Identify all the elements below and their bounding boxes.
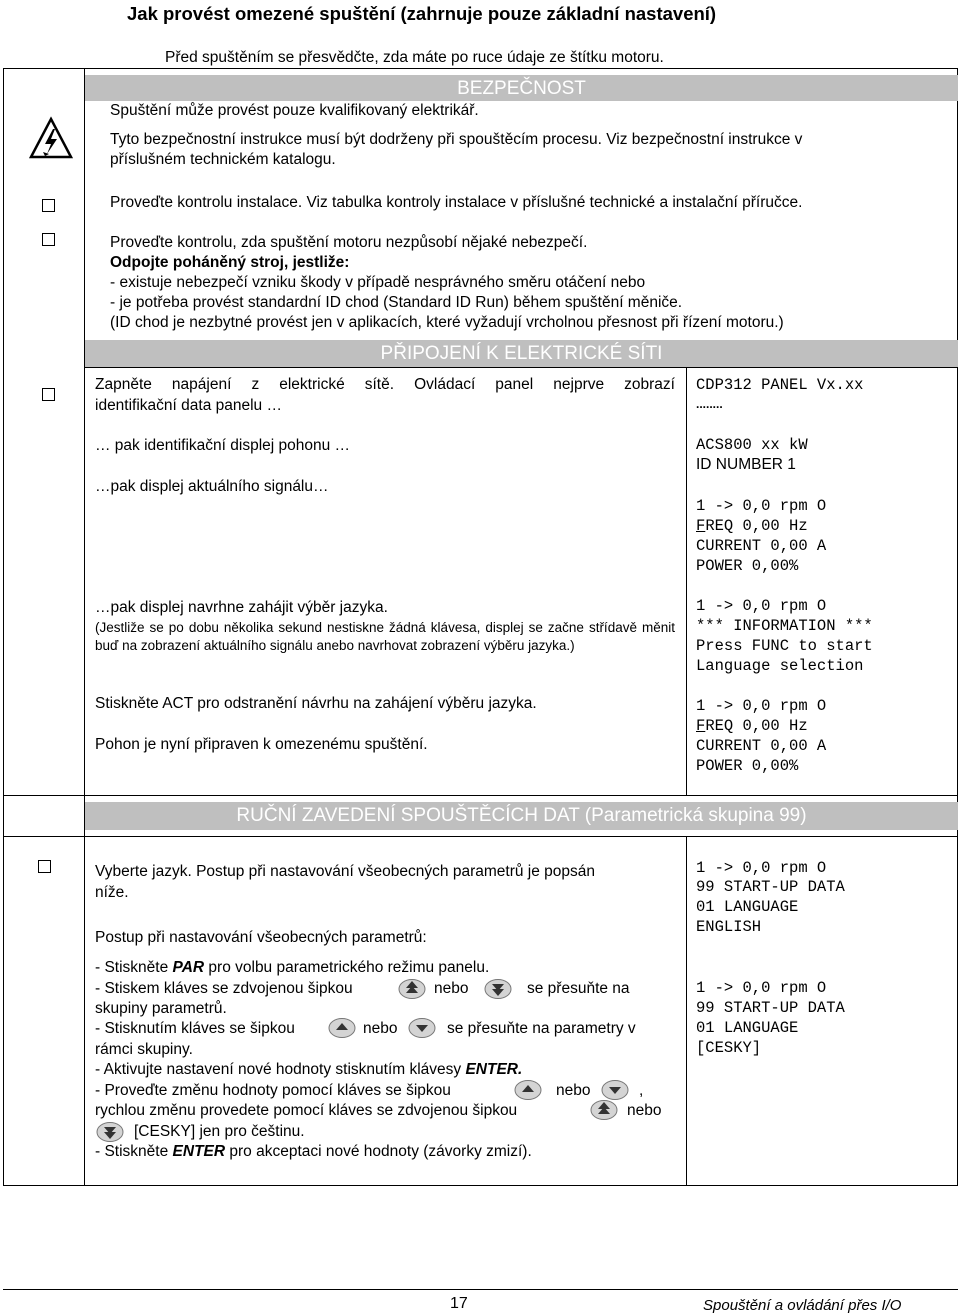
display-column-divider — [686, 367, 687, 795]
safety-text-3: příslušném technickém katalogu. — [110, 151, 336, 168]
move-params-text: se přesuňte na parametry v — [447, 1020, 636, 1037]
check-installation-text: Proveďte kontrolu instalace. Viz tabulka kontroly instalace v příslušné technické a instalační příručce. — [110, 194, 803, 211]
arrow-up-icon — [328, 1017, 356, 1039]
bullet-direction: - existuje nebezpečí vzniku škody v případě nesprávného směru otáčení nebo — [110, 274, 646, 291]
press-act-text: Stiskněte ACT pro odstranění návrhu na zahájení výběru jazyka. — [95, 695, 537, 712]
section-banner-power: PŘIPOJENÍ K ELEKTRICKÉ SÍTI — [85, 340, 958, 367]
select-language-text-2: níže. — [95, 884, 129, 901]
display-ready-line1: 1 -> 0,0 rpm O — [696, 697, 827, 715]
display-a-line4: ENGLISH — [696, 918, 762, 936]
arrow-down-icon — [408, 1017, 436, 1039]
or-text: nebo — [556, 1082, 591, 1099]
display-column-divider — [686, 836, 687, 1186]
checkbox-danger[interactable] — [42, 233, 55, 246]
step-accept-prefix: - Stiskněte — [95, 1143, 173, 1160]
parameter-groups-text: skupiny parametrů. — [95, 1000, 227, 1017]
actual-signal-text: …pak displej aktuálního signálu… — [95, 478, 329, 495]
display-ready-line3: CURRENT 0,00 A — [696, 737, 827, 755]
display-lang-line3: Press FUNC to start — [696, 637, 873, 655]
move-to-text: se přesuňte na — [527, 980, 630, 997]
id-run-note: (ID chod je nezbytné provést jen v aplikacích, které vyžadují vrcholnou přesnost při řízení motoru.) — [110, 314, 784, 331]
page-number: 17 — [450, 1295, 468, 1312]
checkbox-power-on[interactable] — [42, 388, 55, 401]
language-prompt-note: (Jestliže se po dobu několika sekund nestiskne žádná klávesa, displej se začne střídavě měnit buď na zobrazení aktuálního signálu anebo navrhovat zobrazení výběru jazyka.) — [95, 620, 675, 653]
enter-key-label: ENTER — [172, 1143, 226, 1160]
or-text: nebo — [627, 1102, 662, 1119]
power-on-text: Zapněte napájení z elektrické sítě. Ovládací panel nejprve zobrazí — [95, 376, 675, 393]
step-enter-prefix: - Aktivujte nastavení nové hodnoty stisknutím klávesy — [95, 1061, 466, 1078]
comma-text: , — [639, 1082, 644, 1099]
page-subtitle: Před spuštěním se přesvědčte, zda máte po ruce údaje ze štítku motoru. — [165, 49, 664, 66]
display-a-line2: 99 START-UP DATA — [696, 878, 845, 896]
display-b-line4: [CESKY] — [696, 1039, 762, 1057]
bullet-id-run: - je potřeba provést standardní ID chod (Standard ID Run) během spuštění měniče. — [110, 294, 683, 311]
checkbox-installation[interactable] — [42, 199, 55, 212]
fast-change-text: rychlou změnu provedete pomocí kláves se zdvojenou šipkou — [95, 1102, 518, 1119]
arrow-down-icon — [601, 1079, 629, 1101]
display-drive-line1: ACS800 xx kW — [696, 436, 808, 454]
step-par-suffix: pro volbu parametrického režimu panelu. — [204, 959, 490, 976]
footer-section-title: Spouštění a ovládání přes I/O — [703, 1297, 902, 1314]
display-a-line3: 01 LANGUAGE — [696, 898, 799, 916]
display-a-line1: 1 -> 0,0 rpm O — [696, 859, 827, 877]
step-par-prefix: - Stiskněte — [95, 959, 173, 976]
display-lang-line4: Language selection — [696, 657, 864, 675]
drive-id-text: … pak identifikační displej pohonu … — [95, 437, 351, 454]
ready-text: Pohon je nyní připraven k omezenému spuštění. — [95, 736, 428, 753]
display-b-line1: 1 -> 0,0 rpm O — [696, 979, 827, 997]
double-arrow-down-icon — [96, 1121, 124, 1143]
column-divider — [84, 68, 85, 1186]
display-panel-line2: ........ — [696, 397, 723, 411]
display-panel-line1: CDP312 PANEL Vx.xx — [696, 376, 864, 394]
display-underlined-char: F — [696, 517, 706, 535]
display-actual-line4: POWER 0,00% — [696, 557, 799, 575]
footer-divider — [3, 1289, 958, 1290]
safety-text-1: Spuštění může provést pouze kvalifikovaný elektrikář. — [110, 102, 479, 119]
step-enter-activate — [95, 1060, 522, 1080]
display-ready-line2 — [696, 716, 808, 736]
display-actual-line2-text: REQ 0,00 Hz — [705, 517, 808, 535]
display-b-line2: 99 START-UP DATA — [696, 999, 845, 1017]
display-ready-line2-text: REQ 0,00 Hz — [705, 717, 808, 735]
double-arrow-up-icon — [398, 978, 426, 1000]
panel-id-text: identifikační data panelu … — [95, 397, 282, 414]
display-underlined-char: F — [696, 717, 706, 735]
enter-key-label: ENTER. — [465, 1061, 523, 1078]
double-arrow-up-icon — [590, 1099, 618, 1121]
display-lang-line1: 1 -> 0,0 rpm O — [696, 597, 827, 615]
step-par — [95, 958, 489, 978]
language-prompt-text: …pak displej navrhne zahájit výběr jazyka. — [95, 599, 388, 616]
safety-text-2: Tyto bezpečnostní instrukce musí být dodrženy při spouštěcím procesu. Viz bezpečnostní instrukce v — [110, 131, 803, 148]
row-divider — [3, 836, 958, 837]
general-procedure-heading: Postup při nastavování všeobecných parametrů: — [95, 929, 427, 946]
or-text: nebo — [363, 1020, 398, 1037]
check-danger-text: Proveďte kontrolu, zda spuštění motoru nezpůsobí nějaké nebezpečí. — [110, 234, 588, 251]
within-group-text: rámci skupiny. — [95, 1041, 193, 1058]
step-single-arrow: - Stisknutím kláves se šipkou — [95, 1020, 295, 1037]
par-key-label: PAR — [172, 959, 205, 976]
cesky-text: [CESKY] jen pro češtinu. — [134, 1123, 305, 1140]
disconnect-heading: Odpojte poháněný stroj, jestliže: — [110, 254, 350, 271]
section-banner-safety: BEZPEČNOST — [85, 75, 958, 101]
arrow-up-icon — [514, 1079, 542, 1101]
display-actual-line3: CURRENT 0,00 A — [696, 537, 827, 555]
step-double-arrow: - Stiskem kláves se zdvojenou šipkou — [95, 980, 353, 997]
select-language-text: Vyberte jazyk. Postup při nastavování všeobecných parametrů je popsán — [95, 863, 596, 880]
display-lang-line2: *** INFORMATION *** — [696, 617, 873, 635]
display-actual-line1: 1 -> 0,0 rpm O — [696, 497, 827, 515]
row-divider — [3, 795, 958, 796]
display-ready-line4: POWER 0,00% — [696, 757, 799, 775]
page-title: Jak provést omezené spuštění (zahrnuje pouze základní nastavení) — [127, 3, 717, 24]
display-drive-line2: ID NUMBER 1 — [696, 456, 796, 473]
display-actual-line2 — [696, 516, 808, 536]
step-change-value: - Proveďte změnu hodnoty pomocí kláves se šipkou — [95, 1082, 451, 1099]
or-text: nebo — [434, 980, 469, 997]
display-b-line3: 01 LANGUAGE — [696, 1019, 799, 1037]
checkbox-language[interactable] — [38, 860, 51, 873]
step-enter-accept — [95, 1142, 532, 1162]
section-banner-manual: RUČNÍ ZAVEDENÍ SPOUŠTĚCÍCH DAT (Parametrická skupina 99) — [85, 802, 958, 830]
row-divider — [84, 367, 958, 368]
double-arrow-down-icon — [484, 978, 512, 1000]
electrical-hazard-icon — [28, 116, 74, 160]
step-accept-suffix: pro akceptaci nové hodnoty (závorky zmizí). — [225, 1143, 532, 1160]
